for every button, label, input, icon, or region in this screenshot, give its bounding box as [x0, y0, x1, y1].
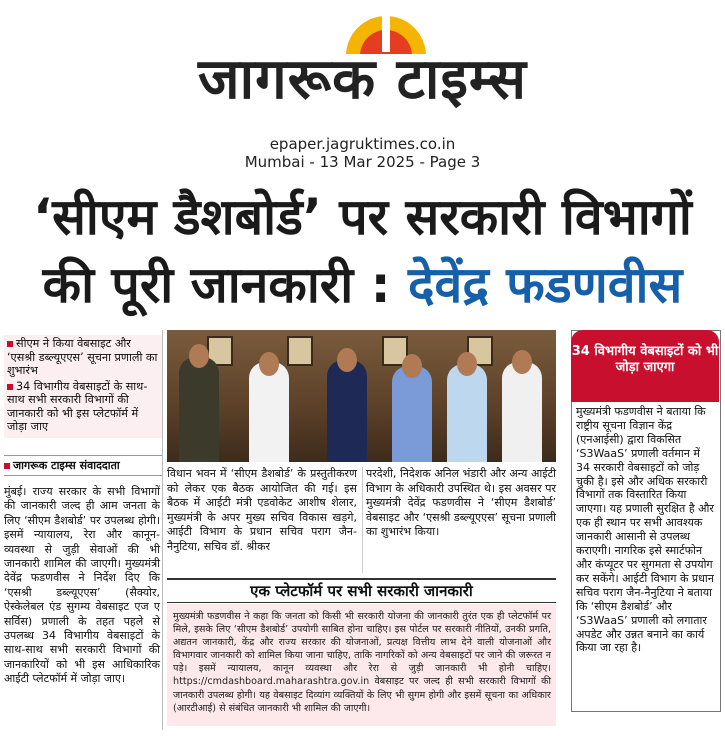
dateline: Mumbai - 13 Mar 2025 - Page 3	[244, 153, 481, 171]
newspaper-logo[interactable]: जागरूक टाइम्स	[198, 47, 527, 112]
epaper-url[interactable]: epaper.jagruktimes.co.in	[269, 135, 456, 153]
bullet-square-icon	[7, 384, 13, 390]
column-divider	[162, 330, 163, 730]
bullet-square-icon	[7, 341, 13, 347]
column-divider	[362, 467, 363, 573]
byline: जागरूक टाइम्स संवाददाता	[4, 455, 162, 476]
sidebar-heading: 34 विभागीय वेबसाइटों को भी जोड़ा जाएगा	[571, 330, 719, 402]
highlight-item: 34 विभागीय वेबसाइटों के साथ-साथ सभी सरकारी विभागों की जानकारी को भी इस प्लेटफॉर्म में जोड़ा जाए	[7, 379, 148, 433]
person-figure	[502, 362, 542, 462]
person-figure	[392, 366, 432, 462]
article-body-left: मुंबई। राज्य सरकार के सभी विभागों की जानकारी जल्द ही आम जनता के लिए ‘सीएम डैशबोर्ड’ पर उपलब्ध होगी। इसमें न्यायालय, रेरा और कानून-व्यवस्था से जुड़ी सेवाओं की भी जानकारी शामिल की जाएगी। मुख्यमंत्री देवेंद्र फडणवीस ने निर्देश दिए कि ‘एसश्री डब्ल्यूएएस’ (सैक्योर, ऐस्केलेबल एंड सुगम्य वेबसाइट एज ए सर्विस) प्रणाली के तहत पहले से उपलब्ध 34 विभागीय वेबसाइटों के साथ-साथ सभी सरकारी विभागों की जानकारियों को भी इस आधिकारिक आईटी प्लेटफॉर्म में जोड़ा जाए।	[4, 485, 160, 686]
highlights-box	[4, 335, 162, 444]
bullet-square-icon	[4, 463, 10, 469]
headline-line-2-text: की पूरी जानकारी :	[42, 256, 408, 314]
person-figure	[249, 362, 289, 462]
person-figure	[447, 364, 487, 462]
headline-name-highlight: देवेंद्र फडणवीस	[408, 256, 683, 314]
wall-portrait	[287, 336, 313, 366]
person-figure	[327, 360, 367, 462]
sidebar-text: मुख्यमंत्री फडणवीस ने बताया कि राष्ट्रीय सूचना विज्ञान केंद्र (एनआईसी) द्वारा विकसित ‘S3WaaS’ प्रणाली वर्तमान में 34 सरकारी वेबसाइटों को जोड़ चुकी है। इसे और अधिक सरकारी विभागों तक विस्तारित किया जाएगा। यह प्रणाली सुरक्षित है और एक ही स्थान पर सभी आवश्यक जानकारी आसानी से उपलब्ध कराएगी। नागरिक इसे स्मार्टफोन और कंप्यूटर पर सुगमता से उपयोग कर सकेंगे। आईटी विभाग के प्रधान सचिव पराग जैन-नैनुटिया ने बताया कि ‘सीएम डैशबोर्ड’ और ‘S3WaaS’ प्रणाली को लगातार अपडेट और उन्नत बनाने का कार्य किया जा रहा है।	[576, 405, 714, 655]
headline-line-2	[0, 255, 725, 315]
person-figure	[179, 357, 219, 462]
news-photo	[167, 330, 556, 462]
headline-line-1: ‘सीएम डैशबोर्ड’ पर सरकारी विभागों	[33, 188, 692, 246]
highlight-item: सीएम ने किया वेबसाइट और ‘एसश्री डब्ल्यूएएस’ सूचना प्रणाली का शुभारंभ	[7, 337, 158, 377]
article-body-middle-1: विधान भवन में ‘सीएम डैशबोर्ड’ के प्रस्तुतीकरण को लेकर एक बैठक आयोजित की गई। इस बैठक में आईटी मंत्री एडवोकेट आशीष शेलार, मुख्यमंत्री के अपर मुख्य सचिव विकास खड़गे, आईटी विभाग के प्रधान सचिव पराग जैन-नैनुटिया, सचिव डॉ. श्रीकर	[167, 467, 357, 553]
section-subheading: एक प्लेटफॉर्म पर सभी सरकारी जानकारी	[167, 578, 556, 603]
article-body-middle-2: परदेशी, निदेशक अनिल भंडारी और अन्य आईटी विभाग के अधिकारी उपस्थित थे। इस अवसर पर मुख्यमंत्री देवेंद्र फडणवीस ने ‘सीएम डैशबोर्ड’ वेबसाइट और ‘एसश्री डब्ल्यूएएस’ सूचना प्रणाली का शुभारंभ किया।	[366, 467, 556, 539]
info-box-text: मुख्यमंत्री फडणवीस ने कहा कि जनता को किसी भी सरकारी योजना की जानकारी तुरंत एक ही प्लेटफॉर्म पर मिले, इसके लिए ‘सीएम डैशबोर्ड’ उपयोगी साबित होना चाहिए। इस पोर्टल पर सरकारी नीतियों, उनकी प्रगति, अद्यतन जानकारी, केंद्र और राज्य सरकार की योजनाओं, प्रत्यक्ष वित्तीय लाभ देने वाली योजनाओं और विभागवार जानकारी को शामिल किया जाना चाहिए, ताकि नागरिकों को अन्य वेबसाइटों पर जाने की जरूरत न पड़े। इसमें न्यायालय, कानून व्यवस्था और रेरा से जुड़ी जानकारी भी होनी चाहिए। https://cmdashboard.maharashtra.gov.in वेबसाइट पर जल्द ही सभी सरकारी विभागों की जानकारी उपलब्ध होगी। यह वेबसाइट दिव्यांग व्यक्तियों के लिए भी सुगम होगी और इसमें सूचना का अधिकार (आरटीआई) से संबंधित जानकारी भी शामिल की जाएगी।	[173, 611, 551, 714]
